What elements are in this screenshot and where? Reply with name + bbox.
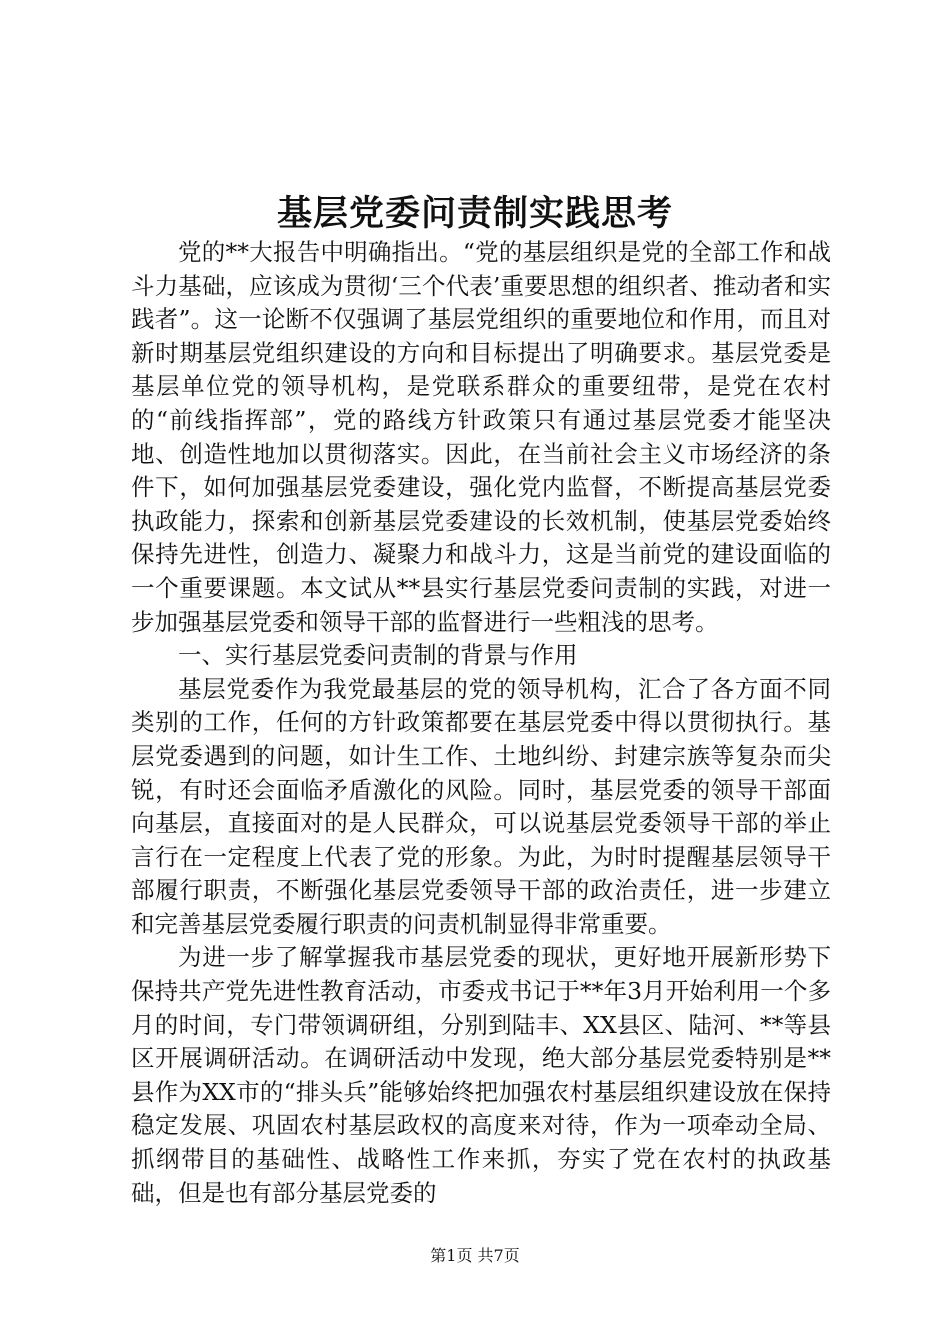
section-heading: 一、实行基层党委问责制的背景与作用 [178, 641, 578, 670]
document-body [131, 236, 831, 1210]
paragraph: 为进一步了解掌握我市基层党委的现状，更好地开展新形势下保持共产党先进性教育活动，市委戎书记于**年3月开始利用一个多月的时间，专门带领调研组，分别到陆丰、XX县区、陆河、**等县区开展调研活动。在调研活动中发现，绝大部分基层党委特别是**县作为XX市的“排头兵”能够始终把加强农村基层组织建设放在保持稳定发展、巩固农村基层政权的高度来对待，作为一项牵动全局、抓纲带目的基础性、战略性工作来抓，夯实了党在农村的执政基础，但是也有部分基层党委的 [131, 943, 831, 1207]
paragraph: 基层党委作为我党最基层的党的领导机构，汇合了各方面不同类别的工作，任何的方针政策都要在基层党委中得以贯彻执行。基层党委遇到的问题，如计生工作、土地纠纷、封建宗族等复杂而尖锐，有时还会面临矛盾激化的风险。同时，基层党委的领导干部面向基层，直接面对的是人民群众，可以说基层党委领导干部的举止言行在一定程度上代表了党的形象。为此，为时时提醒基层领导干部履行职责，不断强化基层党委领导干部的政治责任，进一步建立和完善基层党委履行职责的问责机制显得非常重要。 [131, 674, 831, 938]
document-title: 基层党委问责制实践思考 [276, 193, 673, 234]
page-number-footer: 第1页 共7页 [430, 1246, 520, 1265]
paragraph: 党的**大报告中明确指出。“党的基层组织是党的全部工作和战斗力基础，应该成为贯彻‘三个代表’重要思想的组织者、推动者和实践者”。这一论断不仅强调了基层党组织的重要地位和作用，而且对新时期基层党组织建设的方向和目标提出了明确要求。基层党委是基层单位党的领导机构，是党联系群众的重要纽带，是党在农村的“前线指挥部”，党的路线方针政策只有通过基层党委才能坚决地、创造性地加以贯彻落实。因此，在当前社会主义市场经济的条件下，如何加强基层党委建设，强化党内监督，不断提高基层党委执政能力，探索和创新基层党委建设的长效机制，使基层党委始终保持先进性，创造力、凝聚力和战斗力，这是当前党的建设面临的一个重要课题。本文试从**县实行基层党委问责制的实践，对进一步加强基层党委和领导干部的监督进行一些粗浅的思考。 [131, 238, 831, 636]
